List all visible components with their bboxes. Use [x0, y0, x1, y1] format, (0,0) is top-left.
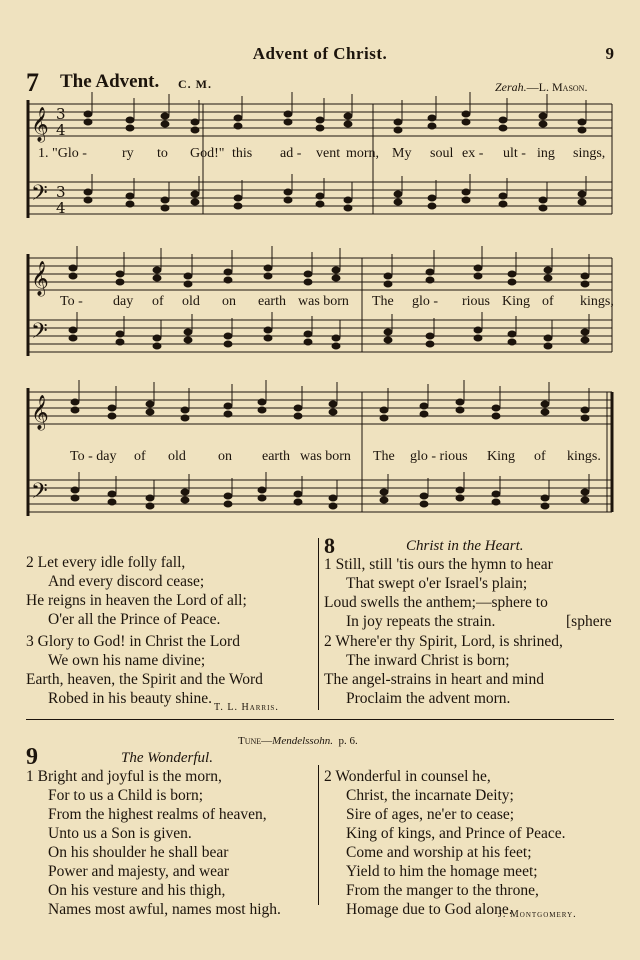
- note-head: [126, 193, 134, 199]
- note-head: [184, 281, 192, 287]
- note-head: [544, 343, 552, 349]
- section-divider: [26, 719, 614, 720]
- lyric-syllable: To -: [60, 294, 83, 309]
- verse-line: In joy repeats the strain.: [346, 613, 496, 630]
- note-head: [71, 495, 79, 501]
- note-head: [474, 335, 482, 341]
- note-head: [380, 497, 388, 503]
- verse-line: For to us a Child is born;: [48, 787, 204, 804]
- note-head: [304, 271, 312, 277]
- note-head: [71, 407, 79, 413]
- verse-line: Unto us a Son is given.: [48, 825, 192, 842]
- lyric-syllable: of: [134, 449, 146, 464]
- note-head: [108, 499, 116, 505]
- note-head: [146, 409, 154, 415]
- verse-line: Christ, the incarnate Deity;: [346, 787, 514, 804]
- note-head: [420, 403, 428, 409]
- note-head: [539, 113, 547, 119]
- hymn-7-title: The Advent.: [60, 71, 160, 92]
- hymn-7-number: 7: [26, 68, 39, 97]
- lyric-syllable: ing: [537, 146, 555, 161]
- note-head: [539, 205, 547, 211]
- note-head: [420, 493, 428, 499]
- verse-line: Loud swells the anthem;—sphere to: [324, 594, 548, 611]
- lyric-syllable: ex -: [462, 146, 484, 161]
- hymn-9-tune: [238, 735, 358, 747]
- verse-line: Names most awful, names most high.: [48, 901, 281, 918]
- note-head: [234, 123, 242, 129]
- note-head: [284, 189, 292, 195]
- note-head: [116, 279, 124, 285]
- verse-line: The angel-strains in heart and mind: [324, 671, 544, 688]
- time-signature-top: 3: [56, 183, 66, 201]
- note-head: [508, 339, 516, 345]
- note-head: [394, 199, 402, 205]
- hymn-9-verse-1: [26, 767, 281, 919]
- verse-line: He reigns in heaven the Lord of all;: [26, 592, 247, 609]
- note-head: [456, 495, 464, 501]
- note-head: [539, 197, 547, 203]
- note-head: [380, 407, 388, 413]
- lyric-syllable: God!": [190, 146, 225, 161]
- note-head: [581, 407, 589, 413]
- hymn-7-verse-3: [26, 632, 263, 708]
- page-number: 9: [605, 44, 614, 63]
- hymn-8-title: Christ in the Heart.: [406, 538, 524, 554]
- note-head: [394, 119, 402, 125]
- note-head: [329, 495, 337, 501]
- running-header: Advent of Christ.: [252, 44, 388, 63]
- note-head: [153, 343, 161, 349]
- lyric-syllable: My: [392, 146, 412, 161]
- lyric-syllable: King: [502, 294, 530, 309]
- note-head: [161, 197, 169, 203]
- hymn-8-verse-1: [324, 555, 553, 631]
- note-head: [499, 201, 507, 207]
- note-head: [541, 495, 549, 501]
- lyric-syllable: was born: [298, 294, 349, 309]
- note-head: [426, 269, 434, 275]
- verse-line: On his vesture and his thigh,: [48, 882, 226, 899]
- note-head: [181, 415, 189, 421]
- note-head: [69, 327, 77, 333]
- note-head: [394, 191, 402, 197]
- note-head: [184, 273, 192, 279]
- bass-clef: 𝄢: [31, 181, 48, 211]
- lyric-syllable: earth: [258, 294, 286, 309]
- note-head: [84, 189, 92, 195]
- lyric-syllable: 1. "Glo -: [38, 146, 87, 161]
- note-head: [394, 127, 402, 133]
- hymn-8-number: 8: [324, 533, 335, 558]
- hymn-9-number: 9: [26, 744, 38, 770]
- note-head: [544, 275, 552, 281]
- note-head: [84, 119, 92, 125]
- note-head: [581, 337, 589, 343]
- note-head: [108, 413, 116, 419]
- hymn-9-verse-2: [324, 767, 566, 919]
- lyric-syllable: of: [542, 294, 554, 309]
- verse-line: Homage due to God alone.: [346, 901, 513, 918]
- note-head: [578, 127, 586, 133]
- verse-line: That swept o'er Israel's plain;: [346, 575, 528, 592]
- note-head: [380, 415, 388, 421]
- note-head: [541, 503, 549, 509]
- note-head: [224, 341, 232, 347]
- lyric-syllable: sings,: [573, 146, 606, 161]
- note-head: [294, 491, 302, 497]
- verse-line: Power and majesty, and wear: [48, 863, 230, 880]
- note-head: [344, 113, 352, 119]
- lyric-syllable: The: [372, 294, 394, 309]
- bass-clef: 𝄢: [31, 319, 48, 349]
- note-head: [304, 331, 312, 337]
- note-head: [428, 115, 436, 121]
- note-head: [541, 401, 549, 407]
- note-head: [581, 329, 589, 335]
- note-head: [294, 413, 302, 419]
- note-head: [544, 335, 552, 341]
- note-head: [492, 405, 500, 411]
- note-head: [578, 199, 586, 205]
- note-head: [420, 501, 428, 507]
- note-head: [384, 337, 392, 343]
- note-head: [224, 333, 232, 339]
- note-head: [108, 491, 116, 497]
- note-head: [234, 195, 242, 201]
- note-head: [153, 267, 161, 273]
- note-head: [264, 335, 272, 341]
- note-head: [581, 497, 589, 503]
- note-head: [499, 193, 507, 199]
- note-head: [329, 409, 337, 415]
- note-head: [84, 111, 92, 117]
- note-head: [71, 399, 79, 405]
- lyric-syllable: soul: [430, 146, 454, 161]
- note-head: [84, 197, 92, 203]
- note-head: [116, 339, 124, 345]
- lyric-syllable: old: [168, 449, 186, 464]
- note-head: [541, 409, 549, 415]
- note-head: [428, 195, 436, 201]
- verse-line: Robed in his beauty shine.: [48, 690, 213, 707]
- lyric-syllable: old: [182, 294, 200, 309]
- note-head: [544, 267, 552, 273]
- note-head: [539, 121, 547, 127]
- note-head: [578, 119, 586, 125]
- note-head: [191, 119, 199, 125]
- note-head: [332, 267, 340, 273]
- note-head: [224, 403, 232, 409]
- note-head: [264, 273, 272, 279]
- note-head: [380, 489, 388, 495]
- note-head: [384, 273, 392, 279]
- note-head: [462, 111, 470, 117]
- note-head: [492, 491, 500, 497]
- tune-page: p. 6.: [338, 735, 358, 747]
- note-head: [462, 119, 470, 125]
- note-head: [581, 489, 589, 495]
- note-head: [304, 339, 312, 345]
- note-head: [581, 415, 589, 421]
- note-head: [344, 205, 352, 211]
- note-head: [284, 197, 292, 203]
- note-head: [508, 279, 516, 285]
- note-head: [581, 273, 589, 279]
- composer-name: —L. Mason.: [526, 80, 588, 94]
- tune-label: Tune—: [238, 735, 273, 747]
- note-head: [181, 489, 189, 495]
- note-head: [191, 191, 199, 197]
- note-head: [332, 275, 340, 281]
- lyric-syllable: rious: [462, 294, 490, 309]
- note-head: [284, 119, 292, 125]
- note-head: [332, 343, 340, 349]
- hymn-8-turnover: [sphere: [566, 613, 612, 630]
- treble-clef: 𝄞: [31, 107, 49, 142]
- column-divider: [318, 765, 319, 905]
- hymn-7-verse-2: [26, 553, 247, 629]
- note-head: [116, 331, 124, 337]
- note-head: [384, 281, 392, 287]
- note-head: [234, 115, 242, 121]
- note-head: [499, 125, 507, 131]
- lyric-syllable: ult -: [503, 146, 526, 161]
- lyric-syllable: ry: [122, 146, 134, 161]
- verse-line: 2 Wonderful in counsel he,: [324, 768, 491, 785]
- verse-line: Yield to him the homage meet;: [346, 863, 538, 880]
- note-head: [316, 201, 324, 207]
- note-head: [153, 275, 161, 281]
- lyrics-line-2: [0, 294, 640, 314]
- note-head: [499, 117, 507, 123]
- lyric-syllable: vent: [316, 146, 341, 161]
- note-head: [191, 199, 199, 205]
- note-head: [126, 201, 134, 207]
- lyric-syllable: kings.: [567, 449, 601, 464]
- note-head: [224, 501, 232, 507]
- note-head: [344, 121, 352, 127]
- verse-line: 1 Still, still 'tis ours the hymn to hear: [324, 556, 553, 573]
- hymn-7-meter: C. M.: [178, 77, 212, 91]
- note-head: [294, 499, 302, 505]
- note-head: [304, 279, 312, 285]
- note-head: [329, 503, 337, 509]
- note-head: [329, 401, 337, 407]
- note-head: [264, 327, 272, 333]
- note-head: [258, 495, 266, 501]
- lyrics-line-1: [0, 146, 640, 166]
- note-head: [69, 335, 77, 341]
- verse-line: Proclaim the advent morn.: [346, 690, 511, 707]
- lyric-syllable: To - day: [70, 449, 117, 464]
- note-head: [258, 399, 266, 405]
- bass-clef: 𝄢: [31, 479, 48, 509]
- note-head: [181, 497, 189, 503]
- lyric-syllable: of: [152, 294, 164, 309]
- note-head: [474, 265, 482, 271]
- note-head: [153, 335, 161, 341]
- column-divider: [318, 538, 319, 710]
- lyric-syllable: glo -: [412, 294, 439, 309]
- tune-name: Zerah.: [495, 80, 527, 94]
- note-head: [181, 407, 189, 413]
- lyric-syllable: this: [232, 146, 253, 161]
- time-signature-top: 3: [56, 105, 66, 123]
- note-head: [126, 125, 134, 131]
- note-head: [224, 411, 232, 417]
- note-head: [462, 189, 470, 195]
- note-head: [332, 335, 340, 341]
- note-head: [578, 191, 586, 197]
- note-head: [344, 197, 352, 203]
- time-signature-bottom: 4: [56, 199, 66, 217]
- note-head: [474, 273, 482, 279]
- note-head: [224, 269, 232, 275]
- note-head: [224, 277, 232, 283]
- note-head: [146, 503, 154, 509]
- note-head: [420, 411, 428, 417]
- hymn-9-author: J. Montgomery.: [498, 909, 577, 920]
- note-head: [284, 111, 292, 117]
- note-head: [184, 329, 192, 335]
- lyric-syllable: The: [373, 449, 395, 464]
- note-head: [316, 117, 324, 123]
- verse-line: On his shoulder he shall bear: [48, 844, 229, 861]
- verse-line: From the highest realms of heaven,: [48, 806, 267, 823]
- note-head: [456, 407, 464, 413]
- note-head: [294, 405, 302, 411]
- hymn-8-verse-2: [324, 632, 563, 708]
- tune-name: Mendelssohn.: [272, 735, 333, 747]
- verse-line: Sire of ages, ne'er to cease;: [346, 806, 515, 823]
- verse-line: O'er all the Prince of Peace.: [48, 611, 221, 628]
- note-head: [462, 197, 470, 203]
- lyric-syllable: of: [534, 449, 546, 464]
- note-head: [456, 399, 464, 405]
- note-head: [161, 205, 169, 211]
- lyric-syllable: day: [113, 294, 134, 309]
- note-head: [264, 265, 272, 271]
- note-head: [161, 121, 169, 127]
- note-head: [492, 499, 500, 505]
- note-head: [581, 281, 589, 287]
- note-head: [426, 341, 434, 347]
- lyric-syllable: ad -: [280, 146, 302, 161]
- note-head: [71, 487, 79, 493]
- verse-line: 3 Glory to God! in Christ the Lord: [26, 633, 240, 650]
- time-signature-bottom: 4: [56, 121, 66, 139]
- lyric-syllable: to: [157, 146, 168, 161]
- note-head: [258, 487, 266, 493]
- note-head: [384, 329, 392, 335]
- note-head: [126, 117, 134, 123]
- lyric-syllable: King: [487, 449, 515, 464]
- lyric-syllable: was born: [300, 449, 351, 464]
- verse-line: The inward Christ is born;: [346, 652, 510, 669]
- note-head: [456, 487, 464, 493]
- note-head: [474, 327, 482, 333]
- lyric-syllable: earth: [262, 449, 290, 464]
- note-head: [184, 337, 192, 343]
- note-head: [258, 407, 266, 413]
- note-head: [508, 271, 516, 277]
- lyrics-line-3: [0, 449, 640, 469]
- note-head: [508, 331, 516, 337]
- verse-line: We own his name divine;: [48, 652, 206, 669]
- lyric-syllable: glo - rious: [410, 449, 468, 464]
- note-head: [69, 273, 77, 279]
- lyric-syllable: on: [222, 294, 236, 309]
- note-head: [316, 125, 324, 131]
- note-head: [234, 203, 242, 209]
- lyric-syllable: kings,: [580, 294, 614, 309]
- note-head: [108, 405, 116, 411]
- note-head: [428, 123, 436, 129]
- verse-line: 2 Where'er thy Spirit, Lord, is shrined,: [324, 633, 563, 650]
- hymn-9-title: The Wonderful.: [121, 750, 213, 766]
- note-head: [224, 493, 232, 499]
- lyric-syllable: morn,: [346, 146, 380, 161]
- note-head: [146, 401, 154, 407]
- verse-line: From the manger to the throne,: [346, 882, 539, 899]
- note-head: [492, 413, 500, 419]
- note-head: [161, 113, 169, 119]
- verse-line: King of kings, and Prince of Peace.: [346, 825, 566, 842]
- note-head: [191, 127, 199, 133]
- treble-clef: 𝄞: [31, 395, 49, 430]
- verse-line: 1 Bright and joyful is the morn,: [26, 768, 222, 785]
- verse-line: Earth, heaven, the Spirit and the Word: [26, 671, 263, 688]
- lyric-syllable: on: [218, 449, 232, 464]
- note-head: [316, 193, 324, 199]
- verse-line: And every discord cease;: [48, 573, 205, 590]
- note-head: [116, 271, 124, 277]
- note-head: [428, 203, 436, 209]
- note-head: [69, 265, 77, 271]
- treble-clef: 𝄞: [31, 261, 49, 296]
- note-head: [426, 277, 434, 283]
- note-head: [146, 495, 154, 501]
- hymn-7-author: T. L. Harris.: [214, 702, 279, 713]
- verse-line: 2 Let every idle folly fall,: [26, 554, 186, 571]
- verse-line: Come and worship at his feet;: [346, 844, 532, 861]
- note-head: [426, 333, 434, 339]
